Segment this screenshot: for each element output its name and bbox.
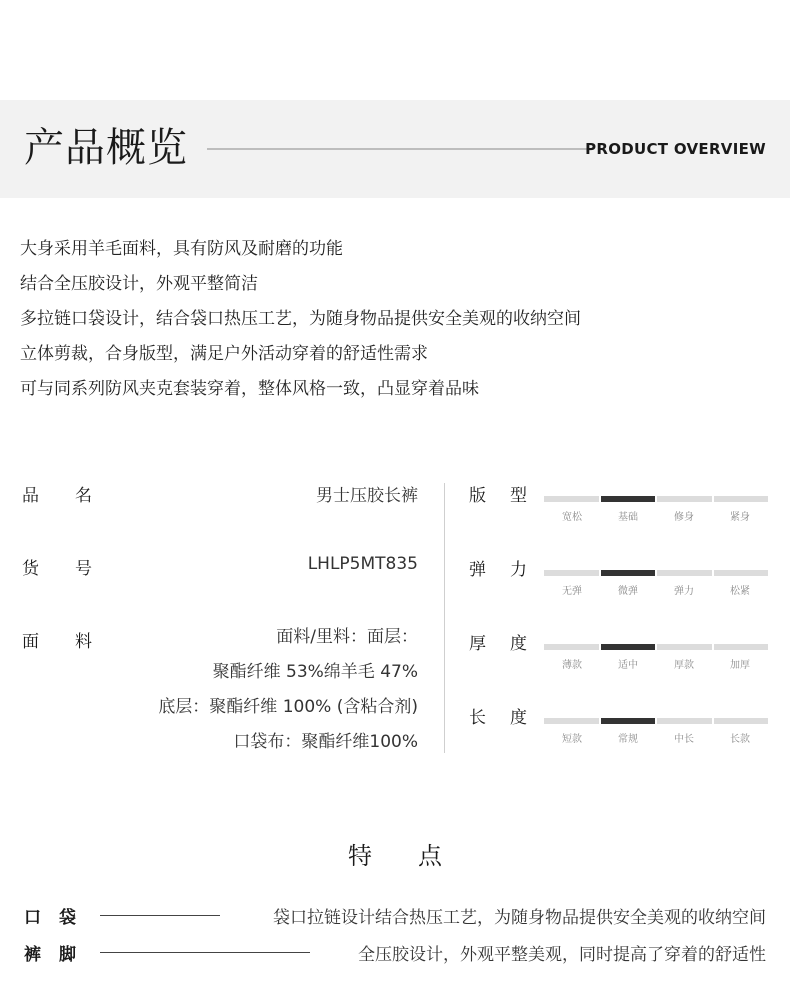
scale-segment <box>544 496 599 502</box>
feature-label-char: 裤 <box>24 945 41 965</box>
scale-segment <box>544 718 599 724</box>
scale-tick: 厚款 <box>674 660 694 671</box>
scale-segment <box>601 644 656 650</box>
scale-ticks <box>544 730 768 745</box>
feature-row-pocket <box>24 903 766 927</box>
feature-leader-line <box>100 952 310 953</box>
product-description <box>20 232 780 407</box>
scale-tick: 紧身 <box>730 512 750 523</box>
scale-bar <box>544 718 768 724</box>
features-title <box>0 836 790 871</box>
spec-label-char: 名 <box>75 486 92 506</box>
scale-label-char: 厚 <box>469 634 486 654</box>
scale-tick: 修身 <box>674 512 694 523</box>
scale-tick: 松紧 <box>730 586 750 597</box>
scale-segment <box>714 644 769 650</box>
scale-segment <box>657 718 712 724</box>
feature-label-char: 脚 <box>59 945 76 965</box>
spec-label-char: 号 <box>75 559 92 579</box>
spec-label-char: 面 <box>22 632 39 652</box>
feature-text: 袋口拉链设计结合热压工艺，为随身物品提供安全美观的收纳空间 <box>273 908 766 928</box>
feature-label <box>24 903 76 928</box>
scale-bar <box>544 570 768 576</box>
feature-leader-line <box>100 915 220 916</box>
description-line: 结合全压胶设计，外观平整简洁 <box>20 274 258 294</box>
spec-label <box>22 554 92 579</box>
spec-label-char: 品 <box>22 486 39 506</box>
scale-segment <box>544 570 599 576</box>
description-line: 立体剪裁，合身版型，满足户外活动穿着的舒适性需求 <box>20 344 428 364</box>
fabric-line: 口袋布：聚酯纤维100% <box>233 732 418 752</box>
scale-tick: 薄款 <box>562 660 582 671</box>
scale-ticks <box>544 508 768 523</box>
scale-tick: 适中 <box>618 660 638 671</box>
feature-text: 全压胶设计，外观平整美观，同时提高了穿着的舒适性 <box>358 945 766 965</box>
scale-segment <box>657 644 712 650</box>
spec-value: LHLP5MT835 <box>307 554 418 574</box>
scale-tick: 宽松 <box>562 512 582 523</box>
description-line: 多拉链口袋设计，结合袋口热压工艺，为随身物品提供安全美观的收纳空间 <box>20 309 581 329</box>
scale-label-char: 长 <box>469 708 486 728</box>
feature-label-char: 口 <box>24 908 41 928</box>
title-divider <box>207 148 591 150</box>
feature-label <box>24 940 76 965</box>
scale-ticks <box>544 582 768 597</box>
scale-label <box>469 555 527 580</box>
spec-value <box>158 620 418 760</box>
feature-label-char: 袋 <box>59 908 76 928</box>
scale-bar <box>544 496 768 502</box>
features-title-char: 点 <box>418 842 442 870</box>
scale-label <box>469 629 527 654</box>
spec-label <box>22 627 92 652</box>
scale-segment <box>601 718 656 724</box>
scale-tick: 基础 <box>618 512 638 523</box>
spec-label-char: 货 <box>22 559 39 579</box>
spec-label-char: 料 <box>75 632 92 652</box>
scale-segment <box>714 570 769 576</box>
scale-bar <box>544 644 768 650</box>
scale-tick: 长款 <box>730 734 750 745</box>
spec-label <box>22 481 92 506</box>
feature-row-hem <box>24 940 766 964</box>
features-title-char: 特 <box>348 842 372 870</box>
scale-label-char: 力 <box>510 560 527 580</box>
scale-label <box>469 703 527 728</box>
scale-segment <box>714 496 769 502</box>
scale-tick: 无弹 <box>562 586 582 597</box>
scale-segment <box>657 570 712 576</box>
fabric-line: 聚酯纤维 53%绵羊毛 47% <box>212 662 418 682</box>
scale-tick: 中长 <box>674 734 694 745</box>
spec-divider <box>444 483 445 753</box>
scale-tick: 微弹 <box>618 586 638 597</box>
scale-segment <box>601 496 656 502</box>
scale-tick: 短款 <box>562 734 582 745</box>
scale-segment <box>601 570 656 576</box>
fabric-line: 面料/里料：面层： <box>276 627 418 647</box>
page-title: 产品概览 <box>24 125 188 171</box>
page-subtitle-en: PRODUCT OVERVIEW <box>585 140 766 158</box>
scale-tick: 常规 <box>618 734 638 745</box>
overview-banner <box>0 100 790 198</box>
scale-segment <box>714 718 769 724</box>
description-line: 可与同系列防风夹克套装穿着，整体风格一致，凸显穿着品味 <box>20 379 479 399</box>
scale-segment <box>657 496 712 502</box>
description-line: 大身采用羊毛面料，具有防风及耐磨的功能 <box>20 239 343 259</box>
scale-label-char: 弹 <box>469 560 486 580</box>
scale-ticks <box>544 656 768 671</box>
fabric-line: 底层：聚酯纤维 100% (含粘合剂) <box>158 697 418 717</box>
scale-label-char: 度 <box>510 634 527 654</box>
scale-label-char: 版 <box>469 486 486 506</box>
scale-tick: 加厚 <box>730 660 750 671</box>
scale-label-char: 度 <box>510 708 527 728</box>
scale-label-char: 型 <box>510 486 527 506</box>
scale-tick: 弹力 <box>674 586 694 597</box>
scale-segment <box>544 644 599 650</box>
scale-label <box>469 481 527 506</box>
spec-value: 男士压胶长裤 <box>316 486 418 506</box>
